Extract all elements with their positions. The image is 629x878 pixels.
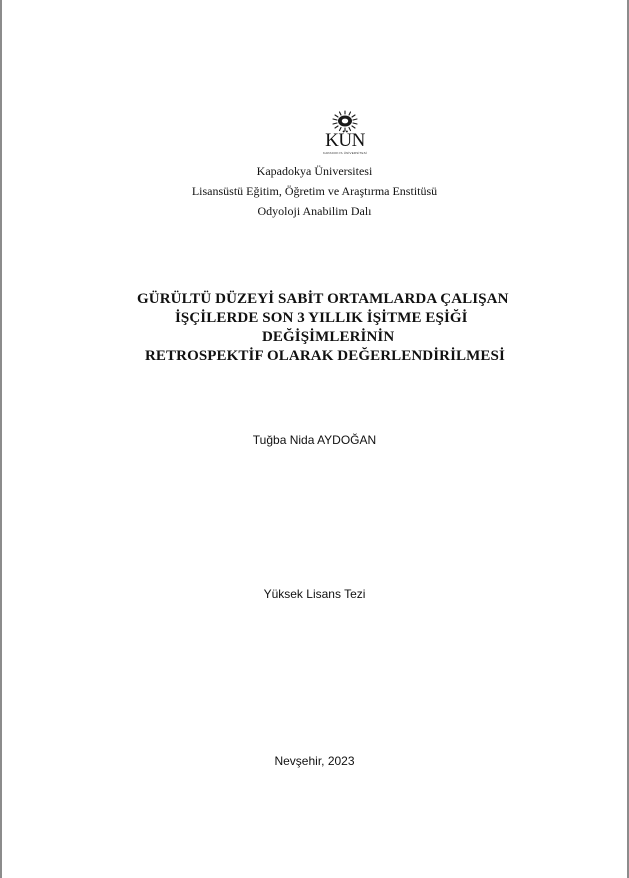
thesis-title-line-3: DEĞİŞİMLERİNİN	[262, 329, 395, 345]
thesis-title-line-4: RETROSPEKTİF OLARAK DEĞERLENDİRİLMESİ	[145, 348, 505, 364]
thesis-title-line-1: GÜRÜLTÜ DÜZEYİ SABİT ORTAMLARDA ÇALIŞAN	[137, 291, 509, 307]
place-and-date: Nevşehir, 2023	[274, 754, 355, 768]
thesis-title-line-2: İŞÇİLERDE SON 3 YILLIK İŞİTME EŞİĞİ	[175, 310, 468, 326]
university-logo	[322, 110, 368, 160]
department-name: Odyoloji Anabilim Dalı	[257, 204, 372, 218]
author-name: Tuğba Nida AYDOĞAN	[252, 433, 377, 447]
thesis-type: Yüksek Lisans Tezi	[263, 587, 366, 601]
logo-wordmark: KÜN	[325, 130, 365, 151]
institute-name: Lisansüstü Eğitim, Öğretim ve Araştırma Enstitüsü	[191, 184, 438, 198]
university-name: Kapadokya Üniversitesi	[256, 164, 373, 178]
sunburst-emblem-icon	[322, 110, 368, 132]
logo-subtitle: KAPADOKYA ÜNİVERSİTESİ	[323, 151, 367, 155]
